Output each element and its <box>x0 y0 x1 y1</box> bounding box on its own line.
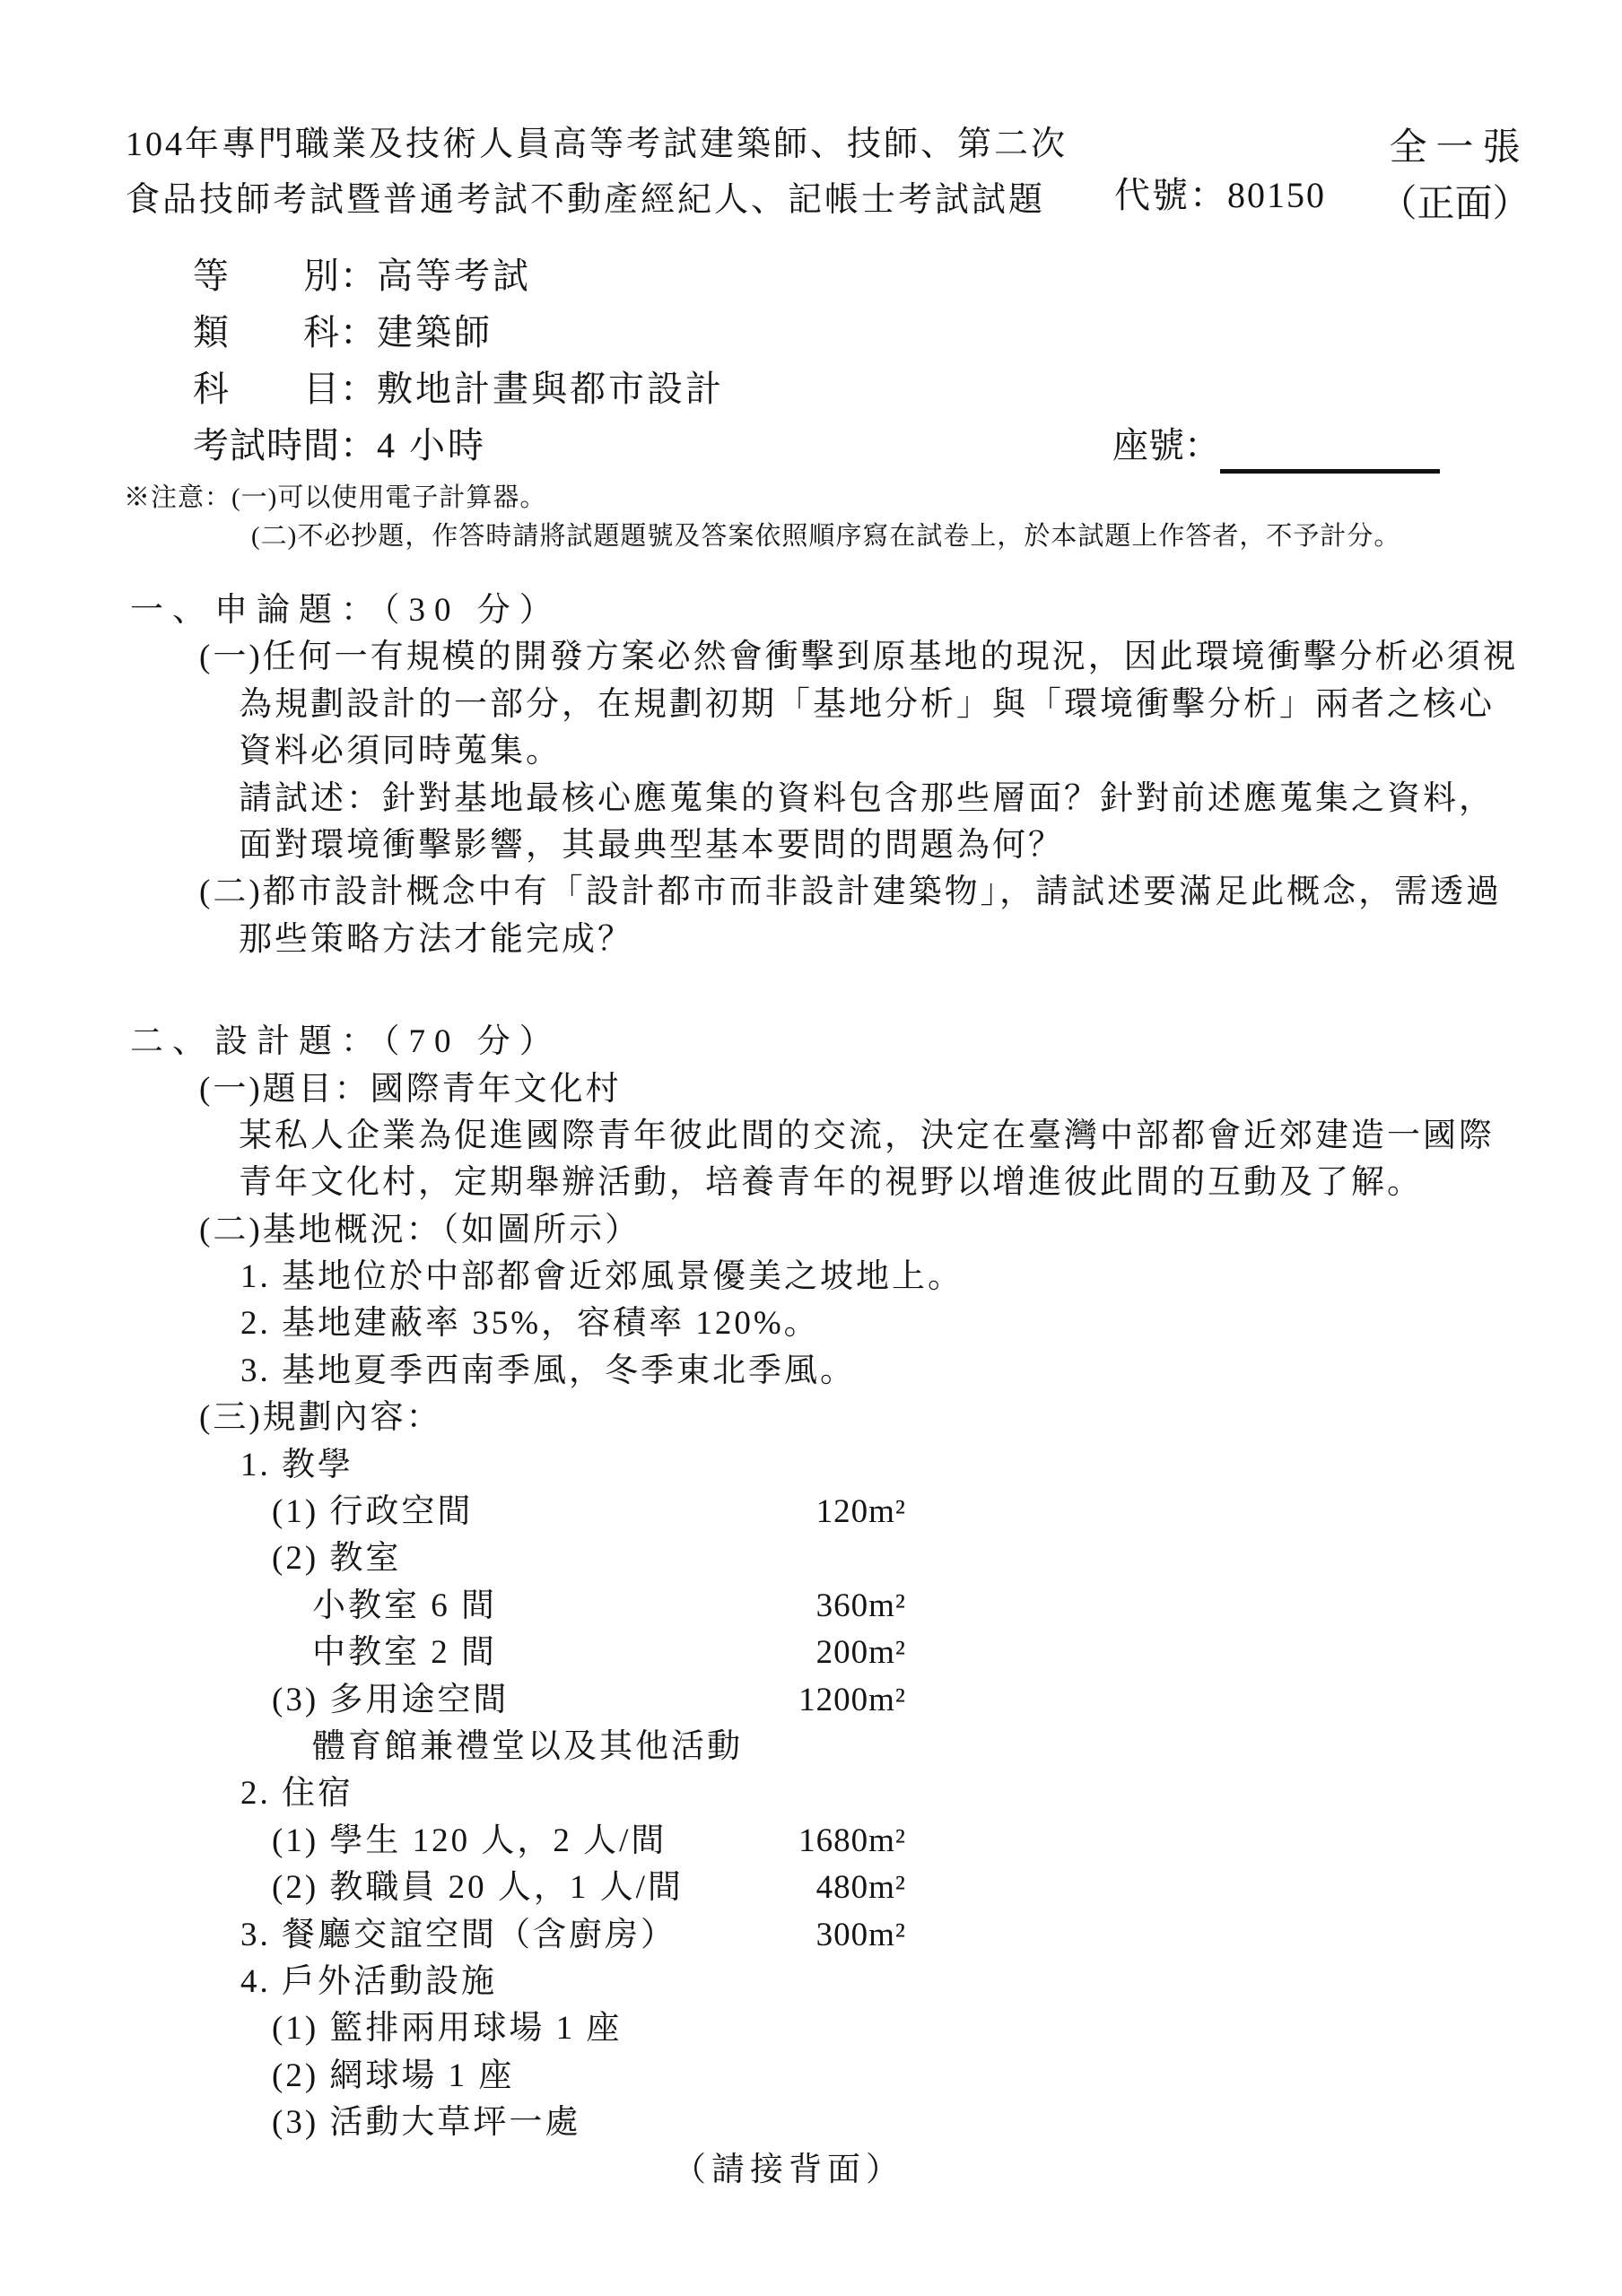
area-value: 300m² <box>815 1916 906 1953</box>
program-item: 3. 餐廳交誼空間（含廚房） 300m² <box>0 1912 1622 1959</box>
text-line: 某私人企業為促進國際青年彼此間的交流，決定在臺灣中部都會近郊建造一國際 <box>239 1117 1495 1154</box>
notice-item-2: (二)不必抄題，作答時請將試題題號及答案依照順序寫在試卷上，於本試題上作答者，不予計分。 <box>251 522 1401 551</box>
text-line: 2. 基地建蔽率 35%，容積率 120%。 <box>240 1305 820 1343</box>
area-value: 200m² <box>815 1634 906 1672</box>
text-line: 資料必須同時蒐集。 <box>239 733 562 770</box>
seat-number-label: 座號： <box>1112 425 1220 465</box>
section-2-heading: 二、設計題：（70 分） <box>130 1023 562 1061</box>
grade-label: 等 別： <box>193 256 377 296</box>
program-item: (2) 網球場 1 座 <box>272 2057 515 2094</box>
program-item: (3) 多用途空間 1200m² <box>0 1677 1622 1724</box>
program-item: (2) 教職員 20 人，1 人/間 480m² <box>0 1865 1622 1911</box>
area-value: 360m² <box>815 1587 906 1624</box>
continue-on-back-note: （請接背面） <box>673 2151 904 2188</box>
subject-label: 科 目： <box>193 369 377 409</box>
area-value: 1200m² <box>798 1681 906 1718</box>
section-1-heading: 一、申論題：（30 分） <box>130 592 562 629</box>
text-line: (一)題目：國際青年文化村 <box>199 1070 622 1108</box>
paper-code: 代號：80150 <box>1114 175 1326 215</box>
meta-row-grade <box>193 248 724 304</box>
meta-row-subject <box>193 361 724 417</box>
category-value: 建築師 <box>377 312 493 352</box>
area-value: 1680m² <box>798 1822 906 1859</box>
notice-prefix: ※注意： <box>124 483 232 512</box>
exam-title-line2: 食品技師考試暨普通考試不動產經紀人、記帳士考試試題 <box>126 181 1046 219</box>
program-item: (1) 籃排兩用球場 1 座 <box>272 2010 623 2048</box>
text-line: (一)任何一有規模的開發方案必然會衝擊到原基地的現況，因此環境衝擊分析必須視 <box>199 639 1519 676</box>
program-item: 2. 住宿 <box>240 1775 353 1813</box>
program-item: (3) 活動大草坪一處 <box>272 2104 581 2142</box>
text-line: 1. 教學 <box>240 1446 353 1483</box>
sheet-side: （正面） <box>1379 184 1530 225</box>
text-line: 1. 基地位於中部都會近郊風景優美之坡地上。 <box>240 1258 964 1296</box>
program-item: (2) 教室 <box>272 1540 402 1578</box>
notice-item-1: (一)可以使用電子計算器。 <box>231 483 547 512</box>
text-line: 面對環境衝擊影響，其最典型基本要問的問題為何？ <box>239 826 1064 864</box>
exam-time-label: 考試時間： <box>193 425 377 465</box>
question-body <box>0 587 1622 2194</box>
program-item: (1) 行政空間 120m² <box>0 1489 1622 1535</box>
sheet-count: 全一張 <box>1389 127 1530 169</box>
exam-time-value: 4 小時 <box>377 425 486 465</box>
area-value: 120m² <box>815 1493 906 1531</box>
meta-row-category <box>193 304 724 361</box>
text-line: 3. 基地夏季西南季風，冬季東北季風。 <box>240 1352 856 1389</box>
notice-line-1 <box>124 479 1400 517</box>
program-item: (1) 學生 120 人，2 人/間 1680m² <box>0 1818 1622 1865</box>
grade-value: 高等考試 <box>377 256 531 296</box>
program-item: 小教室 6 間 360m² <box>0 1583 1622 1630</box>
notice <box>124 479 1400 556</box>
meta-row-time <box>193 417 1220 474</box>
text-line: (三)規劃內容： <box>199 1399 442 1437</box>
text-line: 請試述：針對基地最核心應蒐集的資料包含那些層面？針對前述應蒐集之資料， <box>239 779 1495 817</box>
text-line: (二)都市設計概念中有「設計都市而非設計建築物」，請試述要滿足此概念，需透過 <box>199 874 1503 911</box>
category-label: 類 科： <box>193 312 377 352</box>
exam-title <box>126 117 1068 228</box>
text-line: (二)基地概況：（如圖所示） <box>199 1211 641 1248</box>
program-item: 體育館兼禮堂以及其他活動 <box>312 1727 743 1765</box>
program-item: 中教室 2 間 200m² <box>0 1630 1622 1676</box>
text-line: 為規劃設計的一部分，在規劃初期「基地分析」與「環境衝擊分析」兩者之核心 <box>239 685 1495 723</box>
sheet-indicator <box>1367 120 1542 233</box>
seat-number-field <box>1112 417 1440 474</box>
text-line: 那些策略方法才能完成？ <box>239 920 633 958</box>
exam-meta <box>193 248 1220 474</box>
exam-title-line1: 104年專門職業及技術人員高等考試建築師、技師、第二次 <box>126 126 1068 163</box>
area-value: 480m² <box>815 1869 906 1907</box>
subject-value: 敷地計畫與都市設計 <box>377 369 724 409</box>
text-line: 青年文化村，定期舉辦活動，培養青年的視野以增進彼此間的互動及了解。 <box>239 1164 1423 1202</box>
seat-number-underline <box>1220 430 1440 474</box>
program-item: 4. 戶外活動設施 <box>240 1962 497 2000</box>
